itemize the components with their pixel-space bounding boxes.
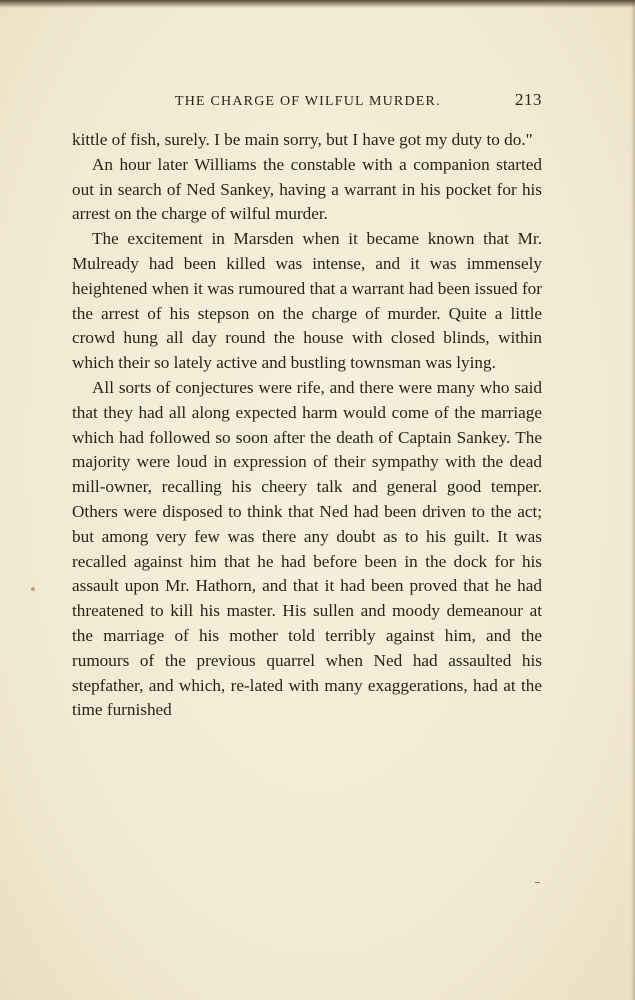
chapter-title: THE CHARGE OF WILFUL MURDER. bbox=[175, 94, 441, 109]
paragraph-4: All sorts of conjectures were rife, and there were many who said that they had all along expected harm would come of the marriage which had followed so soon after the death of Captain Sankey. The majority were loud in expression of their sympathy with the dead mill-owner, recalling his cheery talk and general good temper. Others were disposed to think that Ned had been driven to the act; but among very few was there any doubt as to his guilt. It was recalled against him that he had before been in the dock for his assault upon Mr. Hathorn, and that it had been proved that he had threatened to kill his master. His sullen and moody demeanour at the marriage of his mother told terribly against him, and the rumours of the previous quarrel when Ned had assaulted his stepfather, and which, re-lated with many exaggerations, had at the time furnished bbox=[72, 377, 542, 720]
paper-mark bbox=[535, 882, 540, 883]
paper-speck bbox=[31, 587, 35, 591]
page-number: 213 bbox=[515, 90, 542, 109]
paragraph-1: kittle of fish, surely. I be main sorry, but I have got my duty to do." bbox=[72, 130, 533, 149]
paragraph-3: The excitement in Marsden when it became known that Mr. Mulready had been killed was intense, and it was immensely heightened when it was rumoured that a warrant had been issued for the arrest of his stepson on the charge of murder. Quite a little crowd hung all day round the house with closed blinds, within which their so lately active and bustling townsman was lying. bbox=[72, 229, 542, 373]
page-right-edge bbox=[631, 0, 635, 1000]
body-text bbox=[72, 128, 542, 723]
paragraph-2: An hour later Williams the constable with a companion started out in search of Ned Sankey, having a warrant in his pocket for his arrest on the charge of wilful murder. bbox=[72, 154, 542, 224]
page-top-shadow bbox=[0, 0, 635, 8]
